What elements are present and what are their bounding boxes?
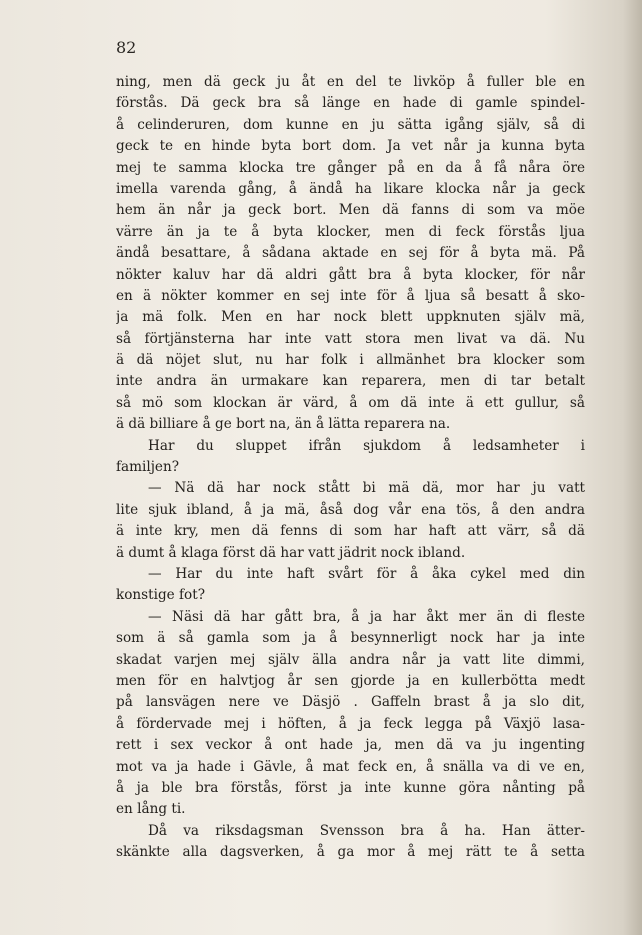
text-line: skadat varjen mej själv älla andra når ja vatt lite dimmi,	[116, 651, 585, 668]
text-line: men för en halvtjog år sen gjorde ja en kullerbötta medt	[116, 672, 585, 689]
text-line: å ja ble bra förstås, först ja inte kunne göra nånting på	[116, 779, 585, 796]
text-line: imella varenda gång, å ändå ha likare klocka når ja geck	[116, 180, 585, 197]
text-line: en ä nökter kommer en sej inte för å ljua så besatt å sko-	[116, 287, 585, 304]
text-line: värre än ja te å byta klocker, men di feck förstås ljua	[116, 223, 585, 240]
text-line: en lång ti.	[116, 801, 186, 818]
text-line: lite sjuk ibland, å ja mä, åså dog vår ena tös, å den andra	[116, 501, 585, 518]
text-line: — Näsi dä har gått bra, å ja har åkt mer än di fleste	[148, 608, 585, 625]
text-line: hem än når ja geck bort. Men dä fanns di som va möe	[116, 202, 585, 219]
body-text	[116, 72, 585, 863]
text-line: ä inte kry, men dä fenns di som har haft att värr, så dä	[116, 523, 585, 540]
text-line: mot va ja hade i Gävle, å mat feck en, å snälla va di ve en,	[116, 758, 585, 775]
text-line: — Har du inte haft svårt för å åka cykel med din	[148, 565, 585, 582]
text-line: rett i sex veckor å ont hade ja, men dä va ju ingenting	[116, 737, 585, 754]
text-line: familjen?	[116, 459, 180, 476]
text-line: konstige fot?	[116, 587, 205, 604]
text-line: ning, men dä geck ju åt en del te livköp å fuller ble en	[116, 74, 585, 90]
text-line: så förtjänsterna har inte vatt stora men livat va dä. Nu	[116, 330, 585, 347]
text-line: ä dumt å klaga först dä har vatt jädrit nock ibland.	[116, 544, 466, 561]
text-line: — Nä dä har nock stått bi mä dä, mor har ju vatt	[148, 480, 585, 497]
text-line: ja mä folk. Men en har nock blett uppknuten själv mä,	[116, 309, 585, 326]
text-line: Har du sluppet ifrån sjukdom å ledsamheter i	[148, 437, 585, 454]
text-line: Då va riksdagsman Svensson bra å ha. Han ätter-	[148, 822, 585, 839]
text-line: nökter kaluv har dä aldri gått bra å byta klocker, för når	[116, 266, 585, 283]
text-line: skänkte alla dagsverken, å ga mor å mej rätt te å setta	[116, 844, 585, 861]
text-line: så mö som klockan är värd, å om dä inte ä ett gullur, så	[116, 394, 585, 411]
text-line: på lansvägen nere ve Däsjö . Gaffeln brast å ja slo dit,	[116, 694, 585, 711]
text-line: inte andra än urmakare kan reparera, men di tar betalt	[116, 373, 585, 390]
text-line: förstås. Dä geck bra så länge en hade di gamle spindel-	[116, 95, 585, 112]
text-line: ä dä nöjet slut, nu har folk i allmänhet bra klocker som	[116, 352, 585, 369]
text-line: mej te samma klocka tre gånger på en da å få nåra öre	[116, 159, 585, 176]
page-number: 82	[116, 38, 137, 57]
text-line: å celinderuren, dom kunne en ju sätta igång själv, så di	[116, 116, 585, 133]
text-line: ändå besattare, å sådana aktade en sej för å byta mä. På	[116, 245, 585, 262]
text-line: å fördervade mej i höften, å ja feck legga på Växjö lasa-	[116, 715, 585, 732]
text-line: som ä så gamla som ja å besynnerligt nock har ja inte	[116, 630, 585, 647]
text-line: geck te en hinde byta bort dom. Ja vet når ja kunna byta	[116, 138, 585, 155]
text-line: ä dä billiare å ge bort na, än å lätta reparera na.	[116, 416, 451, 433]
